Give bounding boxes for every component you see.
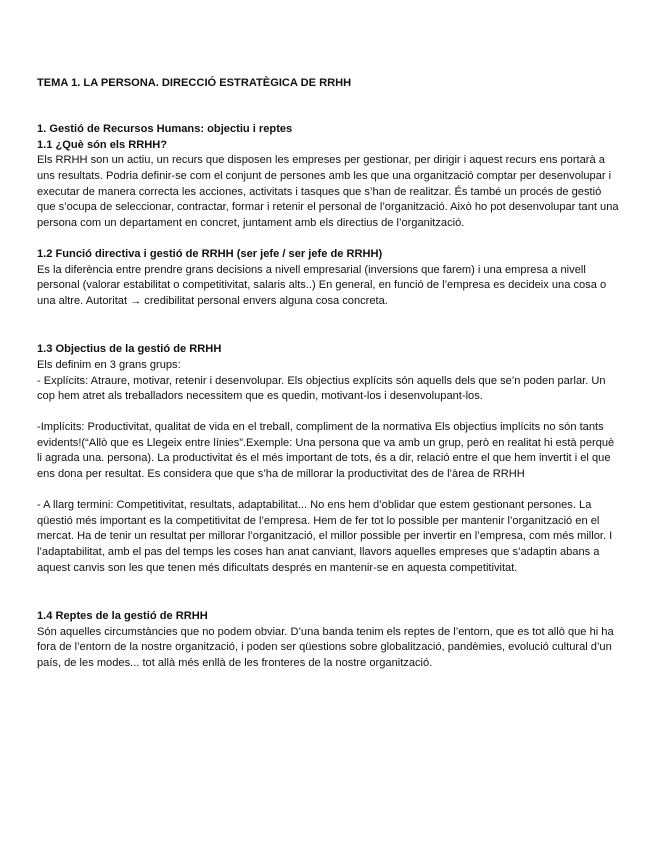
section-1-3-intro: Els definim en 3 grans grups: — [37, 358, 181, 371]
section-1-4-heading: 1.4 Reptes de la gestió de RRHH — [37, 610, 208, 623]
spacer — [37, 405, 622, 421]
spacer — [37, 483, 622, 499]
section-1-3-heading: 1.3 Objectius de la gestió de RRHH — [37, 343, 222, 356]
section-1-3-implicits: -Implícits: Productivitat, qualitat de vida en el treball, compliment de la normativa Els objectius implícits no són tants evidents!(“Allò que es Llegeix entre línies”.Exemple: Una persona que va amb un grup, però en realitat hi està perquè li agrada una. persona). La productivitat és el més important de tots, és a dir, relació entre el que hem invertit i el que ens dona per resultat. Es considera que que s’ha de millorar la productivitat des de l’àrea de RRHH — [37, 421, 615, 481]
section-1-1-heading: 1.1 ¿Què són els RRHH? — [37, 138, 168, 151]
section-1-2-body: Es la diferència entre prendre grans decisions a nivell empresarial (inversions que farem) i una empresa a nivell personal (valorar estabilitat o competitivitat, salaris alts..) En general, en funció de l’empresa es decideix una cosa o una altre. Autoritat → credibilitat personal envers alguna cosa concreta. — [37, 263, 607, 307]
section-1-3-explicits: - Explícits: Atraure, motivar, retenir i desenvolupar. Els objectius explícits són aquells dels que se’n poden parlar. Un cop hem atret als treballadors necessitem que es quedin, motivant-los i desenvolupant-los. — [37, 374, 606, 403]
section-1-1-body: Els RRHH son un actiu, un recurs que disposen les empreses per gestionar, per dirigir i aquest recurs ens portarà a uns resultats. Podria definir-se com el conjunt de persones amb les que una organització comptar per desenvolupar i executar de manera correcta les acciones, activitats i tasques que s’han de realitzar. És també un procés de gestió que s’ocupa de seleccionar, contractar, formar i retenir el personal de l’organització. Això ho pot desenvolupar tant una persona com un departament en concret, juntament amb els directius de l’organització. — [37, 154, 619, 229]
document-title: TEMA 1. LA PERSONA. DIRECCIÓ ESTRATÈGICA DE RRHH — [37, 77, 352, 89]
section-1-heading: 1. Gestió de Recursos Humans: objectiu i reptes — [37, 123, 293, 136]
spacer — [37, 576, 622, 609]
spacer — [37, 231, 622, 247]
spacer — [37, 107, 622, 123]
section-1-4-body: Són aquelles circumstàncies que no podem obviar. D’una banda tenim els reptes de l’entorn, que es tot allò que hi ha fora de l’entorn de la nostre organització, i poden ser qüestions sobre globalització, pandèmies, evolució cultural d’un país, de les modes... tot allà més enllà de les fronteres de la nostre organització. — [37, 625, 614, 669]
document-page — [37, 76, 622, 672]
section-1-3-long-term: - A llarg termini: Competitivitat, resultats, adaptabilitat... No ens hem d’oblidar que estem gestionant persones. La qüestió més important es la competitivitat de l’empresa. Hem de fer tot lo possible per mantenir l’organització en el mercat. Ha de tenir un resultat per millorar l’organització, el millor possible per invertir en l’empresa, com més millor. I l’adaptabilitat, amb el pas del temps les coses han anat canviant, llavors aquelles empreses que s’adaptin abans a aquest canvis son les que tenen més dificultats després en mantenir-se en aquesta competitivitat. — [37, 499, 613, 574]
spacer — [37, 309, 622, 342]
section-1-2-heading: 1.2 Funció directiva i gestió de RRHH (ser jefe / ser jefe de RRHH) — [37, 247, 383, 260]
